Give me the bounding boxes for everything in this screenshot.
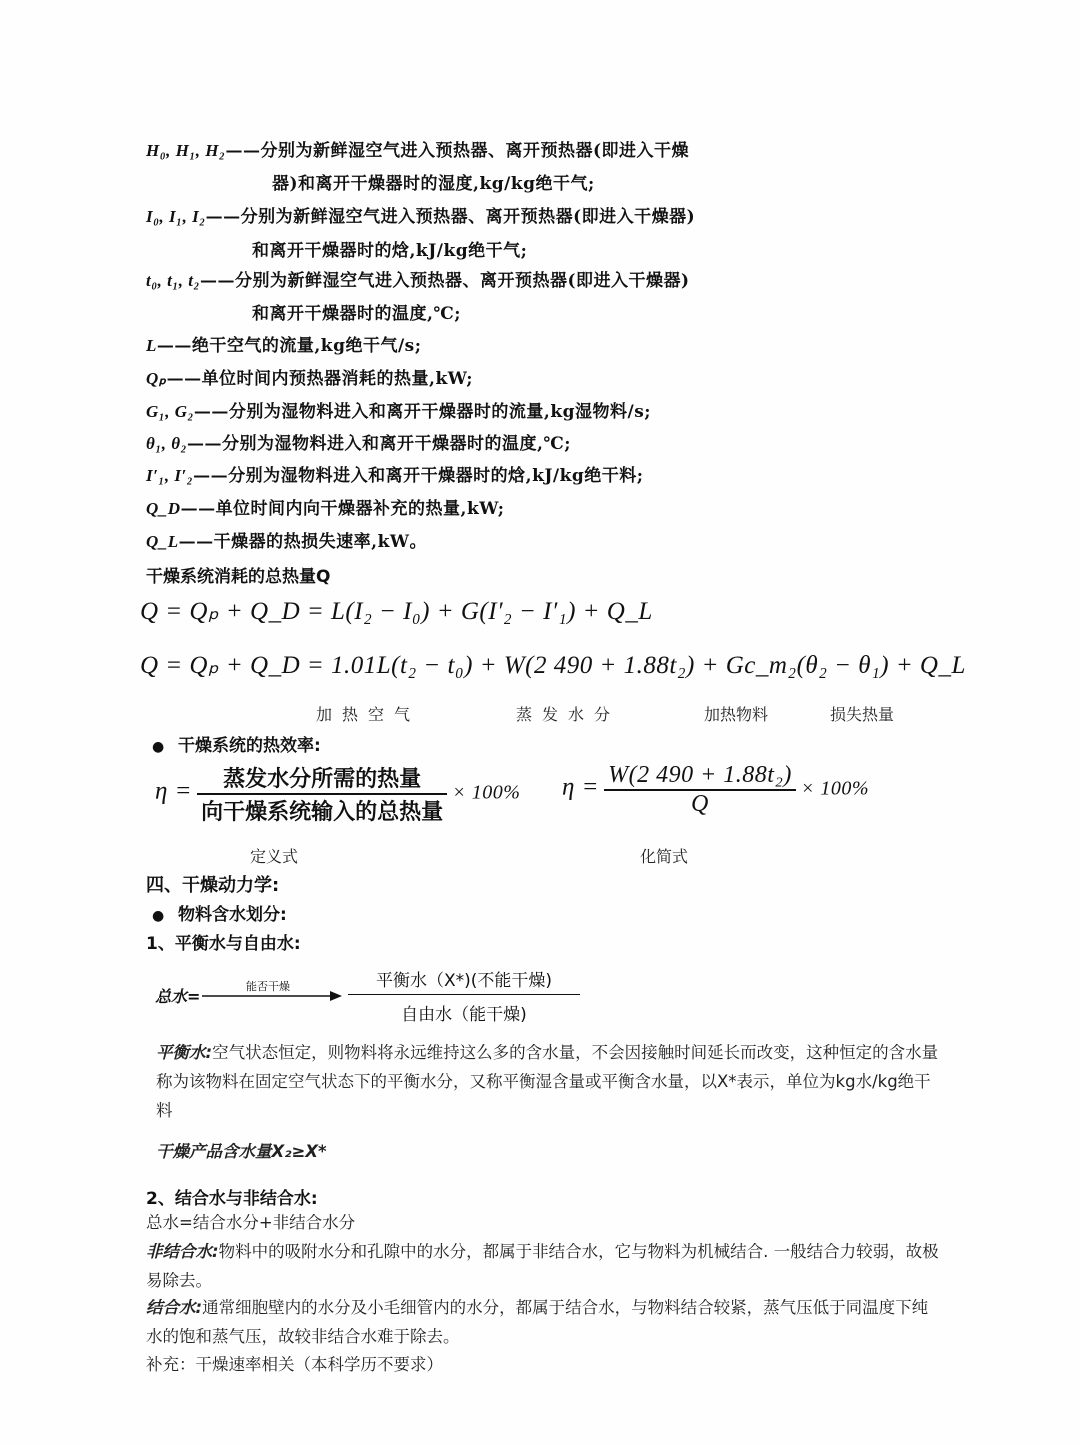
def-dash: —— xyxy=(156,336,192,356)
def-row-qd xyxy=(146,494,504,519)
eta-def-tail: × 100% xyxy=(452,781,521,804)
eta-simple-denominator: Q xyxy=(604,789,796,818)
right-arrow-icon xyxy=(202,988,344,1004)
def-text: 分别为湿物料进入和离开干燥器时的温度,℃; xyxy=(222,434,572,454)
eta-definition-formula xyxy=(155,762,520,826)
def-row-t xyxy=(146,266,690,291)
def-row-iprime xyxy=(146,461,644,486)
def-dash: —— xyxy=(166,369,202,389)
formula-total-heat-2: Q = Qₚ + Q_D = 1.01L(t₂ − t₀) + W(2 490 + 1.88t₂) + Gc_m₂(θ₂ − θ₁) + Q_L xyxy=(140,652,966,679)
product-moisture: 干燥产品含水量X₂≥X* xyxy=(156,1142,327,1161)
def-symbol: Qₚ xyxy=(146,369,167,388)
def-text: 分别为新鲜湿空气进入预热器、离开预热器(即进入干燥 xyxy=(260,141,689,161)
subsection-title-1: 1、平衡水与自由水: xyxy=(146,934,301,954)
label-heat-loss: 损失热量 xyxy=(830,705,895,724)
def-dash: —— xyxy=(193,402,229,422)
def-dash: —— xyxy=(199,271,235,291)
moisture-title: ● 物料含水划分: xyxy=(152,900,287,925)
def-text: 干燥器的热损失速率,kW。 xyxy=(213,532,427,552)
def-text: 分别为湿物料进入和离开干燥器时的焓,kJ/kg绝干料; xyxy=(228,466,644,486)
def-row-theta xyxy=(146,429,571,454)
def-row-h-cont: 器)和离开干燥器时的湿度,kg/kg绝干气; xyxy=(272,174,595,194)
eta-simplified-formula xyxy=(562,762,869,818)
def-symbol: G₁, G₂ xyxy=(146,402,194,421)
total-water-equation: 总水=结合水分+非结合水分 xyxy=(146,1213,356,1232)
def-dash: —— xyxy=(205,207,241,227)
supplement-note: 补充：干燥速率相关（本科学历不要求） xyxy=(146,1355,443,1374)
total-heat-title: 干燥系统消耗的总热量Q xyxy=(146,567,331,587)
split-fraction-line xyxy=(348,994,580,995)
section-title: 四、干燥动力学: xyxy=(146,875,280,896)
def-dash: —— xyxy=(193,466,229,486)
arrow-label: 能否干燥 xyxy=(246,980,290,993)
def-row-t-cont: 和离开干燥器时的温度,℃; xyxy=(252,304,462,324)
split-bottom: 自由水（能干燥) xyxy=(401,1005,527,1025)
def-symbol: I₀, I₁, I₂ xyxy=(146,207,206,226)
def-text: 分别为新鲜湿空气进入预热器、离开预热器(即进入干燥器) xyxy=(234,271,690,291)
def-symbol: H₀, H₁, H₂ xyxy=(146,141,226,160)
def-row-ql xyxy=(146,527,427,552)
def-row-l xyxy=(146,331,422,356)
term-bound-water: 结合水: xyxy=(146,1298,203,1317)
eta-def-denominator: 向干燥系统输入的总热量 xyxy=(197,793,447,826)
def-dash: —— xyxy=(225,141,261,161)
caption-simplified: 化简式 xyxy=(640,847,689,866)
label-evaporating-water: 蒸发水分 xyxy=(516,705,621,724)
def-symbol: L xyxy=(146,336,157,355)
def-dash: —— xyxy=(178,532,214,552)
def-text: 单位时间内预热器消耗的热量,kW; xyxy=(201,369,473,389)
eta-lhs: η = xyxy=(562,773,600,801)
def-row-qp xyxy=(146,364,473,389)
def-row-h xyxy=(146,136,689,161)
equilibrium-paragraph xyxy=(156,1038,940,1125)
def-text: 单位时间内向干燥器补充的热量,kW; xyxy=(215,499,505,519)
bound-text: 通常细胞壁内的水分及小毛细管内的水分，都属于结合水，与物料结合较紧，蒸气压低于同温度下纯水的饱和蒸气压，故较非结合水难于除去。 xyxy=(146,1298,929,1346)
def-row-i xyxy=(146,202,695,227)
def-symbol: θ₁, θ₂ xyxy=(146,434,188,453)
label-heating-air: 加热空气 xyxy=(316,705,421,724)
split-top: 平衡水（X*)(不能干燥) xyxy=(375,971,553,991)
def-text: 分别为新鲜湿空气进入预热器、离开预热器(即进入干燥器) xyxy=(240,207,696,227)
def-symbol: Q_D xyxy=(146,499,181,518)
def-dash: —— xyxy=(180,499,216,519)
split-lhs: 总水= xyxy=(155,987,201,1006)
eta-simple-tail: × 100% xyxy=(800,777,870,800)
unbound-water-paragraph xyxy=(146,1237,940,1295)
equilibrium-text: 空气状态恒定，则物料将永远维持这么多的含水量，不会因接触时间延长而改变，这种恒定的含水量称为该物料在固定空气状态下的平衡水分，又称平衡湿含量或平衡含水量，以X*表示，单位为kg水/kg绝干料 xyxy=(156,1043,939,1120)
eta-lhs: η = xyxy=(155,777,193,805)
subsection-title-2: 2、结合水与非结合水: xyxy=(146,1189,318,1209)
caption-definition: 定义式 xyxy=(250,847,299,866)
formula-total-heat-1: Q = Qₚ + Q_D = L(I₂ − I₀) + G(I′₂ − I′₁) + Q_L xyxy=(140,598,653,625)
term-equilibrium-water: 平衡水: xyxy=(156,1043,213,1062)
eta-def-fraction xyxy=(197,762,447,826)
def-row-i-cont: 和离开干燥器时的焓,kJ/kg绝干气; xyxy=(252,241,528,261)
def-text: 绝干空气的流量,kg绝干气/s; xyxy=(191,336,422,356)
term-unbound-water: 非结合水: xyxy=(146,1242,219,1261)
eta-def-numerator: 蒸发水分所需的热量 xyxy=(223,766,422,792)
def-symbol: I′₁, I′₂ xyxy=(146,466,194,485)
def-row-g xyxy=(146,397,651,422)
def-symbol: t₀, t₁, t₂ xyxy=(146,271,200,290)
def-text: 分别为湿物料进入和离开干燥器时的流量,kg湿物料/s; xyxy=(228,402,652,422)
eta-simple-fraction xyxy=(604,762,796,818)
unbound-text: 物料中的吸附水分和孔隙中的水分，都属于非结合水，它与物料为机械结合. 一般结合力较弱，故极易除去。 xyxy=(146,1242,939,1290)
def-dash: —— xyxy=(187,434,223,454)
label-heating-material: 加热物料 xyxy=(704,705,769,724)
efficiency-title: ● 干燥系统的热效率: xyxy=(152,731,321,756)
def-symbol: Q_L xyxy=(146,532,179,551)
eta-simple-numerator: W(2 490 + 1.88t₂) xyxy=(608,762,792,788)
bound-water-paragraph xyxy=(146,1293,940,1351)
